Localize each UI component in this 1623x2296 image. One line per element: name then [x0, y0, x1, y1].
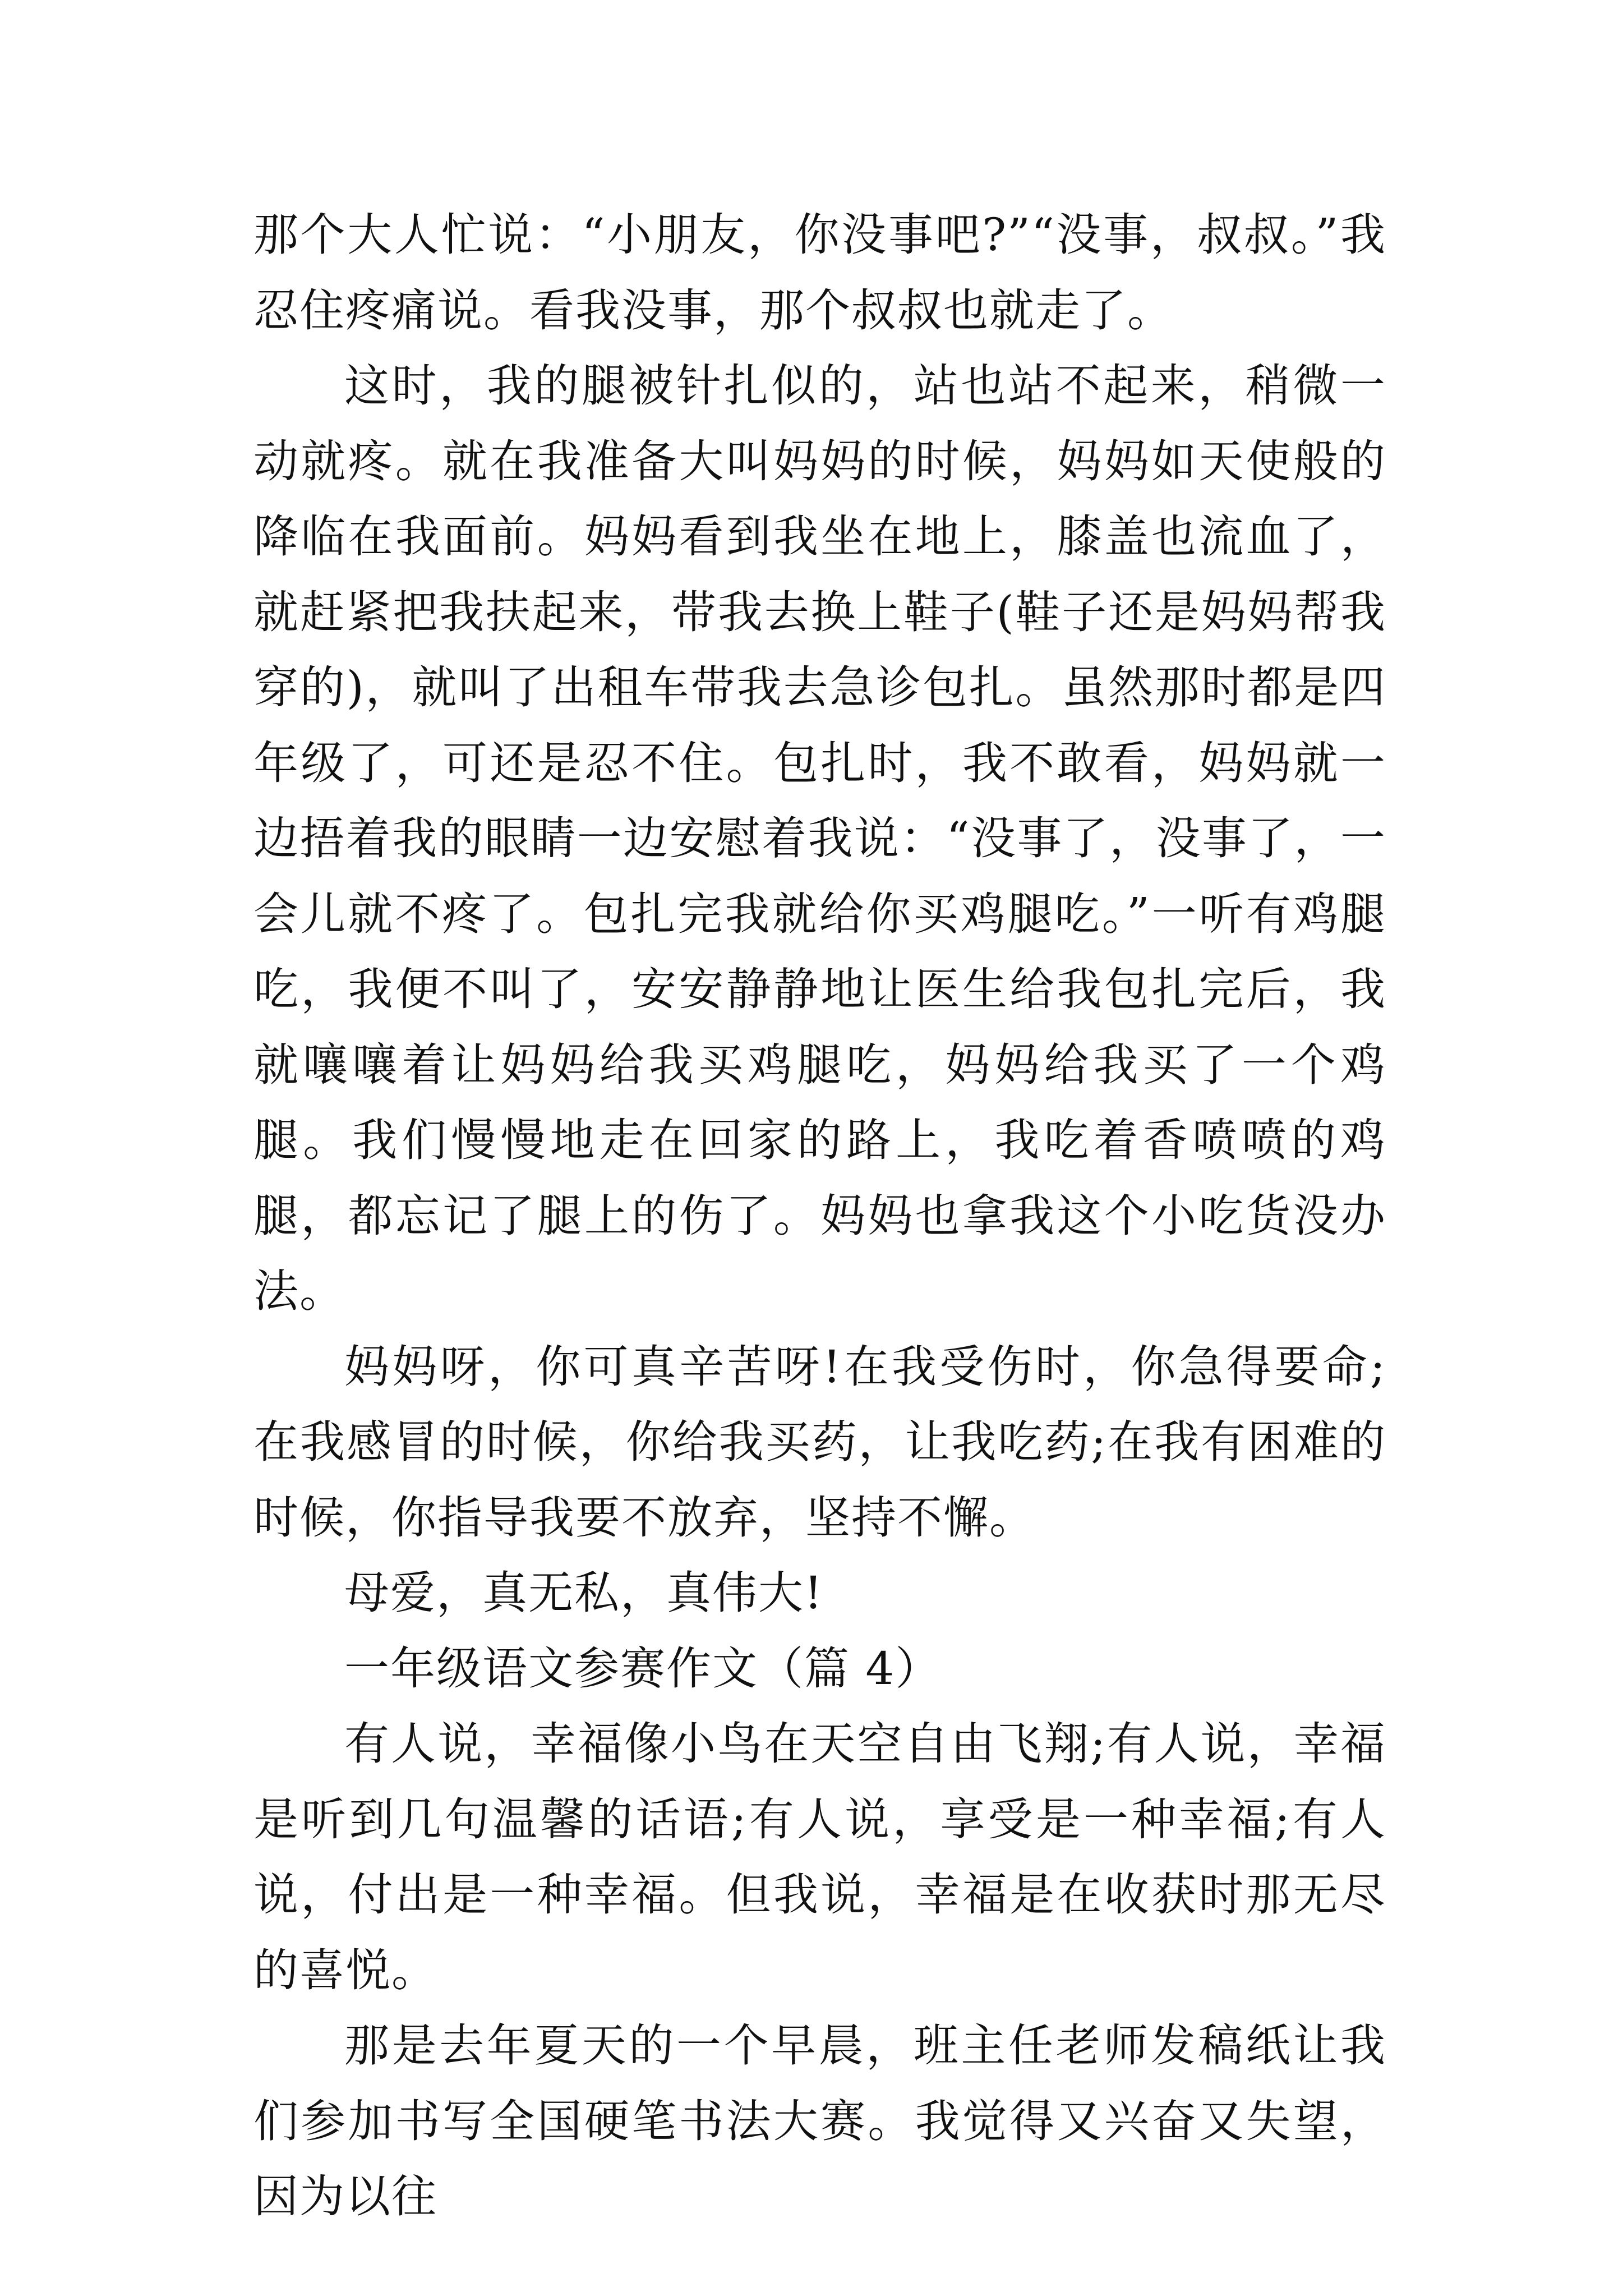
document-body [253, 197, 1386, 2235]
paragraph-4: 母爱，真无私，真伟大! [344, 1567, 824, 1619]
paragraph-3: 妈妈呀，你可真辛苦呀!在我受伤时，你急得要命;在我感冒的时候，你给我买药，让我吃药;在我有困难的时候，你指导我要不放弃，坚持不懈。 [253, 1340, 1386, 1544]
paragraph-5: 有人说，幸福像小鸟在天空自由飞翔;有人说，幸福是听到几句温馨的话语;有人说，享受是一种幸福;有人说，付出是一种幸福。但我说，幸福是在收获时那无尽的喜悦。 [253, 1718, 1386, 1996]
paragraph-2: 这时，我的腿被针扎似的，站也站不起来，稍微一动就疼。就在我准备大叫妈妈的时候，妈妈如天使般的降临在我面前。妈妈看到我坐在地上，膝盖也流血了，就赶紧把我扶起来，带我去换上鞋子(鞋子还是妈妈帮我穿的)，就叫了出租车带我去急诊包扎。虽然那时都是四年级了，可还是忍不住。包扎时，我不敢看，妈妈就一边捂着我的眼睛一边安慰着我说：“没事了，没事了，一会儿就不疼了。包扎完我就给你买鸡腿吃。”一听有鸡腿吃，我便不叫了，安安静静地让医生给我包扎完后，我就嚷嚷着让妈妈给我买鸡腿吃，妈妈给我买了一个鸡腿。我们慢慢地走在回家的路上，我吃着香喷喷的鸡腿，都忘记了腿上的伤了。妈妈也拿我这个小吃货没办法。 [253, 360, 1386, 1317]
paragraph-1: 那个大人忙说：“小朋友，你没事吧?”“没事，叔叔。”我忍住疼痛说。看我没事，那个叔叔也就走了。 [253, 209, 1386, 337]
section-heading: 一年级语文参赛作文（篇 4） [344, 1642, 942, 1695]
paragraph-6: 那是去年夏天的一个早晨，班主任老师发稿纸让我们参加书写全国硬笔书法大赛。我觉得又兴奋又失望，因为以往 [253, 2019, 1386, 2223]
